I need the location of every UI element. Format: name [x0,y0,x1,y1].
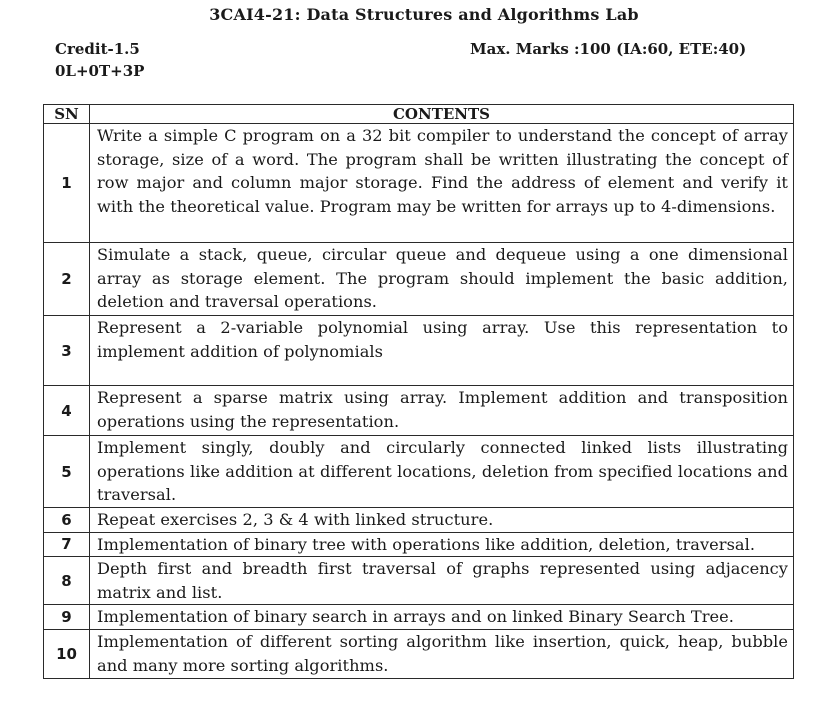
table-header-row [44,105,794,124]
row-content [90,532,794,557]
table-row [44,243,794,316]
row-sn: 8 [44,557,90,605]
row-text: Implementation of binary tree with operations like addition, deletion, traversal. [97,534,756,554]
table-row [44,532,794,557]
row-content [90,629,794,678]
row-text: Implement singly, doubly and circularly connected linked lists illustrating operations like addition at different locations, deletion from specified locations and traversal. [97,438,788,505]
table-row [44,605,794,630]
sn-header: SN [44,105,90,124]
row-text: Implementation of binary search in arrays and on linked Binary Search Tree. [97,607,734,627]
row-text: Write a simple C program on a 32 bit compiler to understand the concept of array storage, size of a word. The program shall be written illustrating the concept of row major and column major storage. Find the address of element and verify it with the theoretical value. Program may be written for arrays up to 4-dimensions. [97,126,788,216]
row-sn: 9 [44,605,90,630]
ltp-label: 0L+0T+3P [55,62,145,80]
credit-label: Credit-1.5 [55,40,140,58]
contents-header: CONTENTS [90,105,794,124]
table-row [44,124,794,243]
syllabus-table [43,104,794,679]
table-row [44,508,794,533]
table-row [44,386,794,436]
row-sn: 2 [44,243,90,316]
row-text: Simulate a stack, queue, circular queue and dequeue using a one dimensional array as storage element. The program should implement the basic addition, deletion and traversal operations. [97,245,788,312]
row-sn: 6 [44,508,90,533]
row-sn: 7 [44,532,90,557]
row-content [90,508,794,533]
row-text: Depth first and breadth first traversal of graphs represented using adjacency matrix and list. [97,559,788,602]
max-marks-label: Max. Marks :100 (IA:60, ETE:40) [470,40,747,58]
table-row [44,316,794,386]
row-content [90,124,794,243]
row-content [90,557,794,605]
row-text: Represent a sparse matrix using array. Implement addition and transposition operations using the representation. [97,388,788,431]
row-sn: 1 [44,124,90,243]
row-text: Repeat exercises 2, 3 & 4 with linked structure. [97,510,494,529]
table-row [44,557,794,605]
row-text: Implementation of different sorting algorithm like insertion, quick, heap, bubble and many more sorting algorithms. [97,631,788,675]
row-content [90,605,794,630]
row-sn: 5 [44,436,90,508]
row-sn: 3 [44,316,90,386]
table-row [44,436,794,508]
row-content [90,316,794,386]
row-content [90,243,794,316]
row-content [90,436,794,508]
course-title: 3CAI4-21: Data Structures and Algorithms Lab [209,5,639,24]
row-content [90,386,794,436]
table-row [44,629,794,678]
row-sn: 4 [44,386,90,436]
row-text: Represent a 2-variable polynomial using array. Use this representation to implement addition of polynomials [97,318,788,361]
row-sn: 10 [44,629,90,678]
